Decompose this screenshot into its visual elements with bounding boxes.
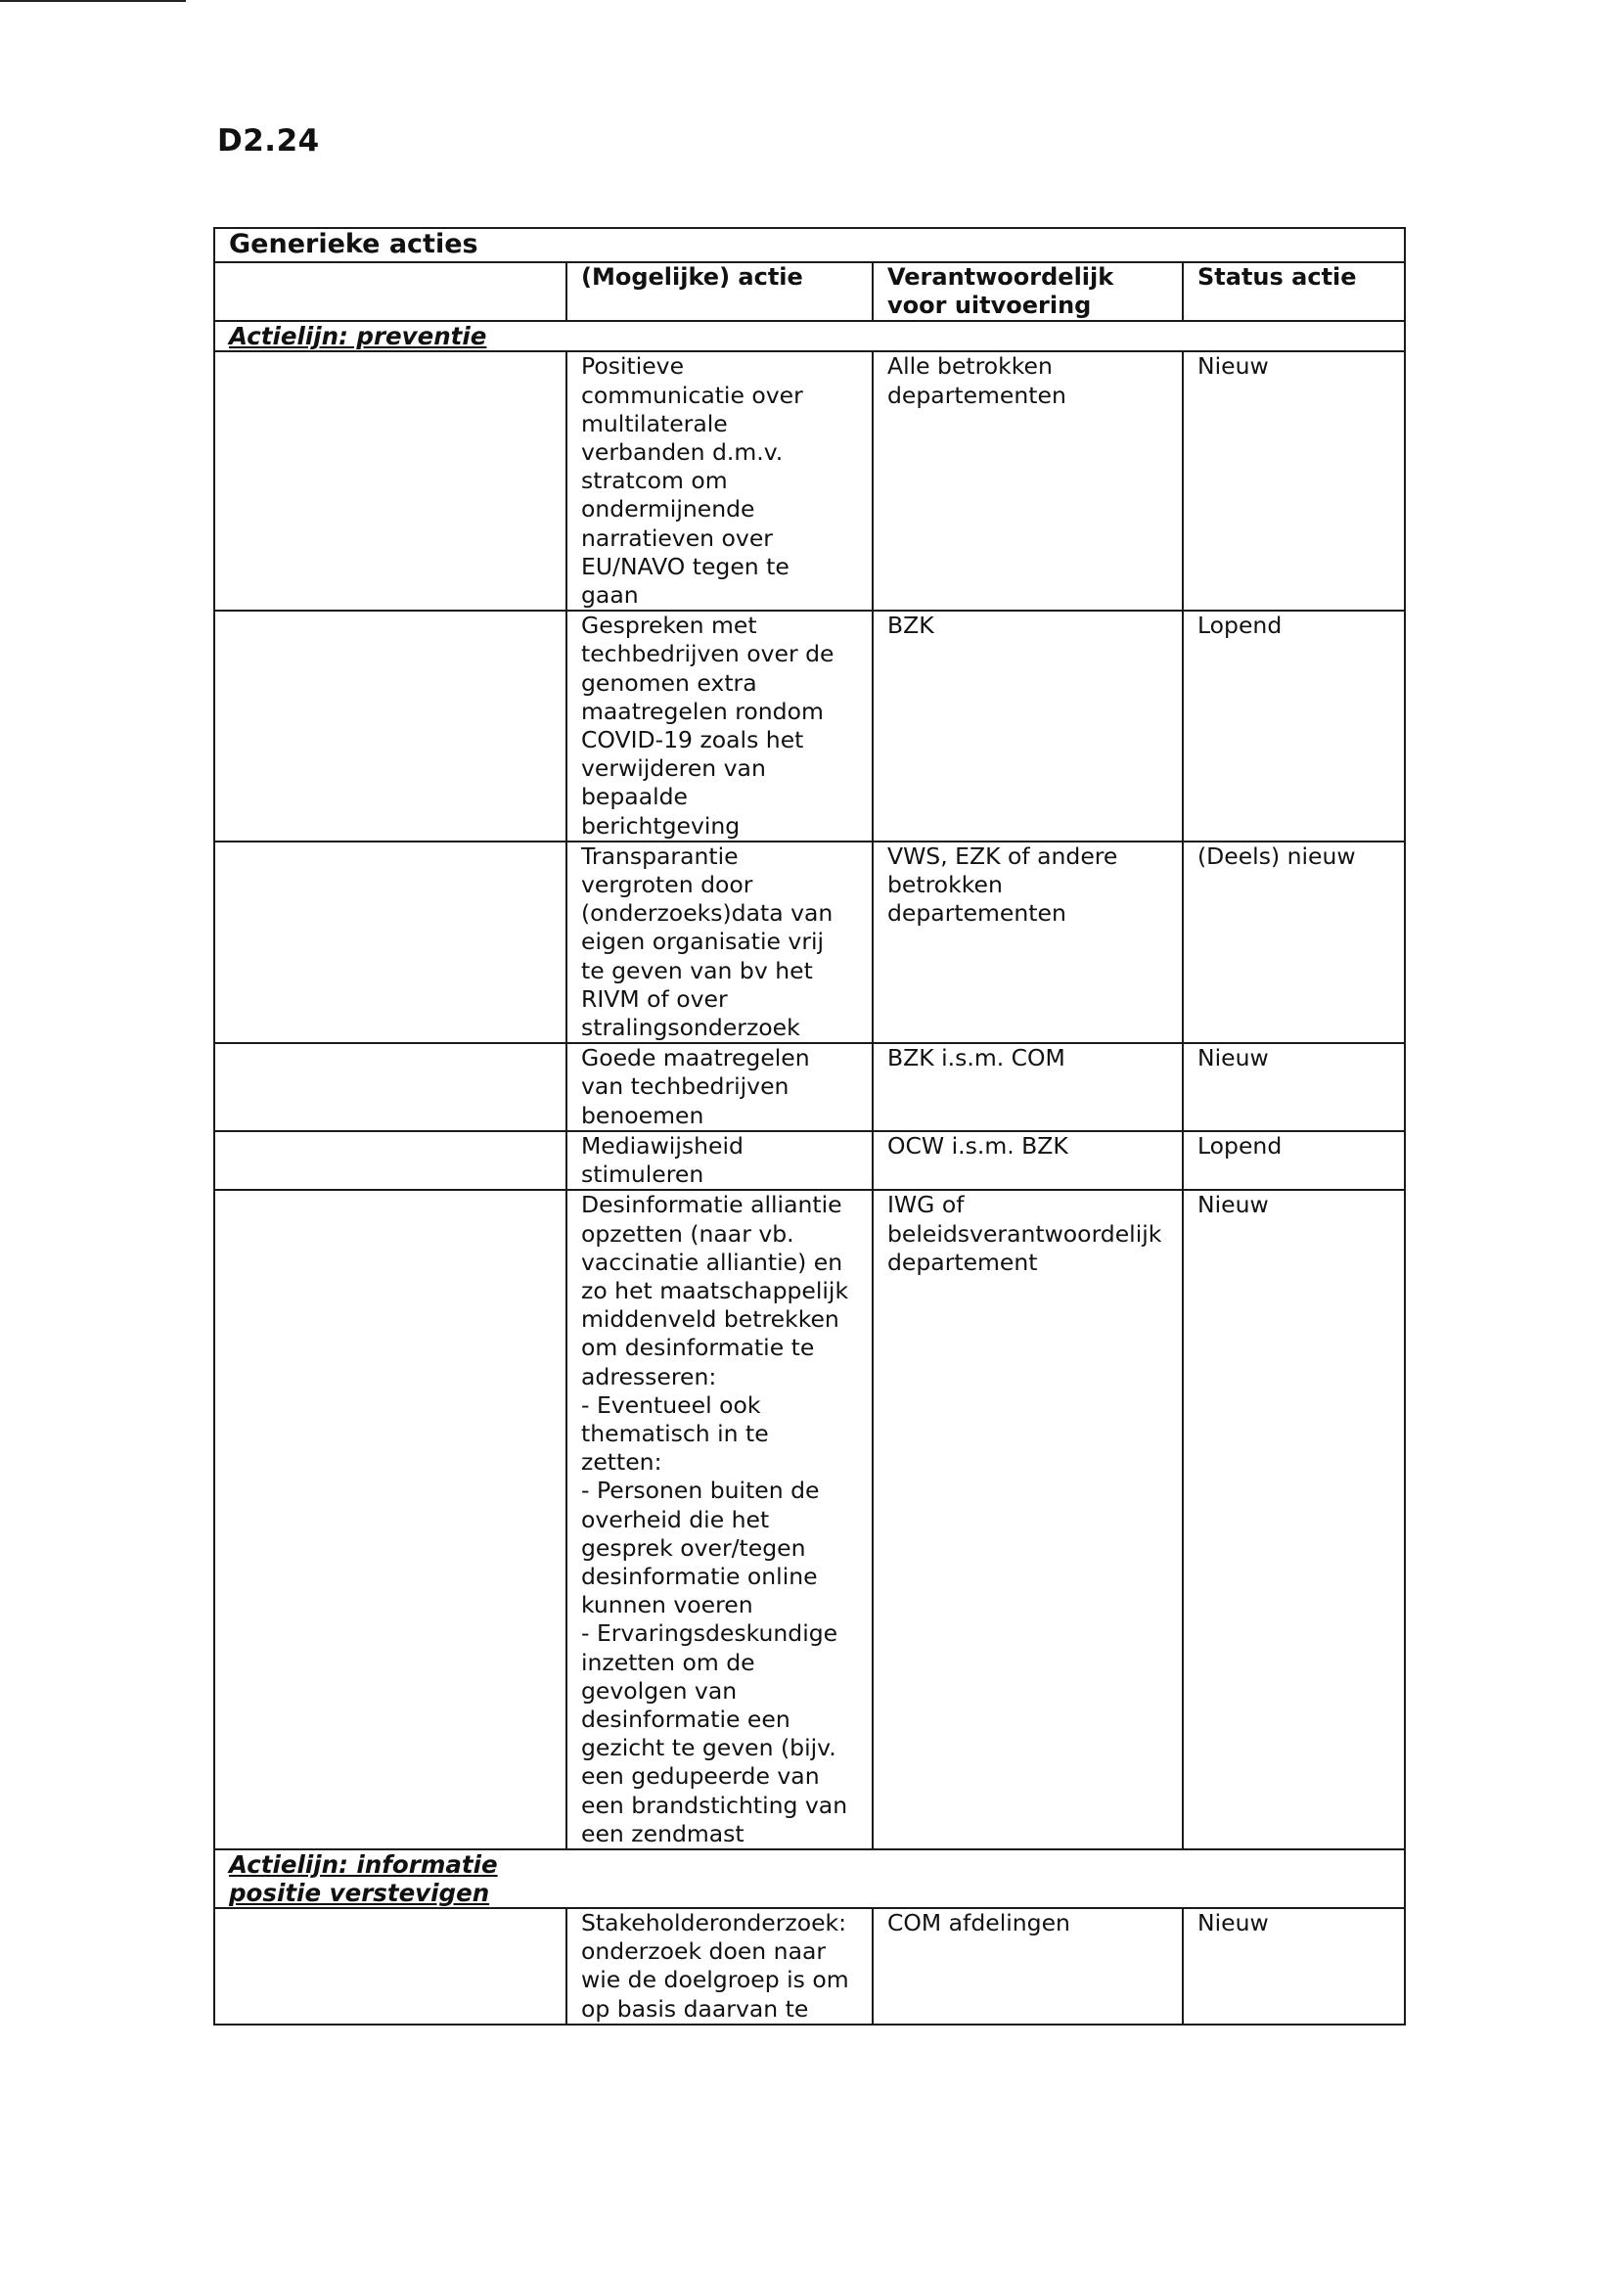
- responsible-cell: BZK i.s.m. COM: [873, 1043, 1183, 1131]
- status-cell: Lopend: [1183, 1131, 1405, 1190]
- status-cell: Lopend: [1183, 611, 1405, 842]
- row-empty-cell: [214, 611, 566, 842]
- action-cell: Positieve communicatie over multilaterale verbanden d.m.v. stratcom om ondermijnende narratieven over EU/NAVO tegen te gaan: [566, 351, 873, 611]
- table-row: [214, 351, 1405, 611]
- section-row-preventie: [214, 321, 1405, 351]
- document-id: D2.24: [217, 123, 320, 159]
- responsible-cell: COM afdelingen: [873, 1908, 1183, 2025]
- header-responsible: Verantwoordelijk voor uitvoering: [873, 262, 1183, 321]
- responsible-cell: VWS, EZK of andere betrokken departementen: [873, 842, 1183, 1043]
- header-status: Status actie: [1183, 262, 1405, 321]
- status-cell: Nieuw: [1183, 1190, 1405, 1849]
- table-row: [214, 842, 1405, 1043]
- responsible-cell: OCW i.s.m. BZK: [873, 1131, 1183, 1190]
- status-cell: Nieuw: [1183, 1908, 1405, 2025]
- table-row: [214, 1190, 1405, 1849]
- action-cell: Goede maatregelen van techbedrijven benoemen: [566, 1043, 873, 1131]
- top-rule: [0, 0, 186, 2]
- action-cell: Desinformatie alliantie opzetten (naar vb. vaccinatie alliantie) en zo het maatschappelijk middenveld betrekken om desinformatie te adresseren: - Eventueel ook thematisch in te zetten: - Personen buiten de overheid die het gesprek over/tegen desinformatie online kunnen voeren - Ervaringsdeskundige inzetten om de gevolgen van desinformatie een gezicht te geven (bijv. een gedupeerde van een brandstichting van een zendmast: [566, 1190, 873, 1849]
- status-cell: Nieuw: [1183, 1043, 1405, 1131]
- header-row: [214, 262, 1405, 321]
- table-row: [214, 1043, 1405, 1131]
- action-cell: Stakeholderonderzoek: onderzoek doen naar wie de doelgroep is om op basis daarvan te: [566, 1908, 873, 2025]
- row-empty-cell: [214, 351, 566, 611]
- table-row: [214, 611, 1405, 842]
- action-cell: Gespreken met techbedrijven over de genomen extra maatregelen rondom COVID-19 zoals het verwijderen van bepaalde berichtgeving: [566, 611, 873, 842]
- section-label-informatie: Actielijn: informatie positie verstevigen: [214, 1849, 1405, 1908]
- header-empty-cell: [214, 262, 566, 321]
- table-title: Generieke acties: [214, 228, 1405, 262]
- table-title-row: [214, 228, 1405, 262]
- header-action: (Mogelijke) actie: [566, 262, 873, 321]
- section-label-preventie: Actielijn: preventie: [214, 321, 1405, 351]
- status-cell: Nieuw: [1183, 351, 1405, 611]
- section-row-informatie: [214, 1849, 1405, 1908]
- actions-table: [213, 227, 1406, 2026]
- row-empty-cell: [214, 842, 566, 1043]
- row-empty-cell: [214, 1043, 566, 1131]
- action-cell: Mediawijsheid stimuleren: [566, 1131, 873, 1190]
- row-empty-cell: [214, 1131, 566, 1190]
- action-cell: Transparantie vergroten door (onderzoeks)data van eigen organisatie vrij te geven van bv het RIVM of over stralingsonderzoek: [566, 842, 873, 1043]
- responsible-cell: BZK: [873, 611, 1183, 842]
- responsible-cell: Alle betrokken departementen: [873, 351, 1183, 611]
- table-row: [214, 1908, 1405, 2025]
- row-empty-cell: [214, 1908, 566, 2025]
- table-row: [214, 1131, 1405, 1190]
- responsible-cell: IWG of beleidsverantwoordelijk departement: [873, 1190, 1183, 1849]
- status-cell: (Deels) nieuw: [1183, 842, 1405, 1043]
- row-empty-cell: [214, 1190, 566, 1849]
